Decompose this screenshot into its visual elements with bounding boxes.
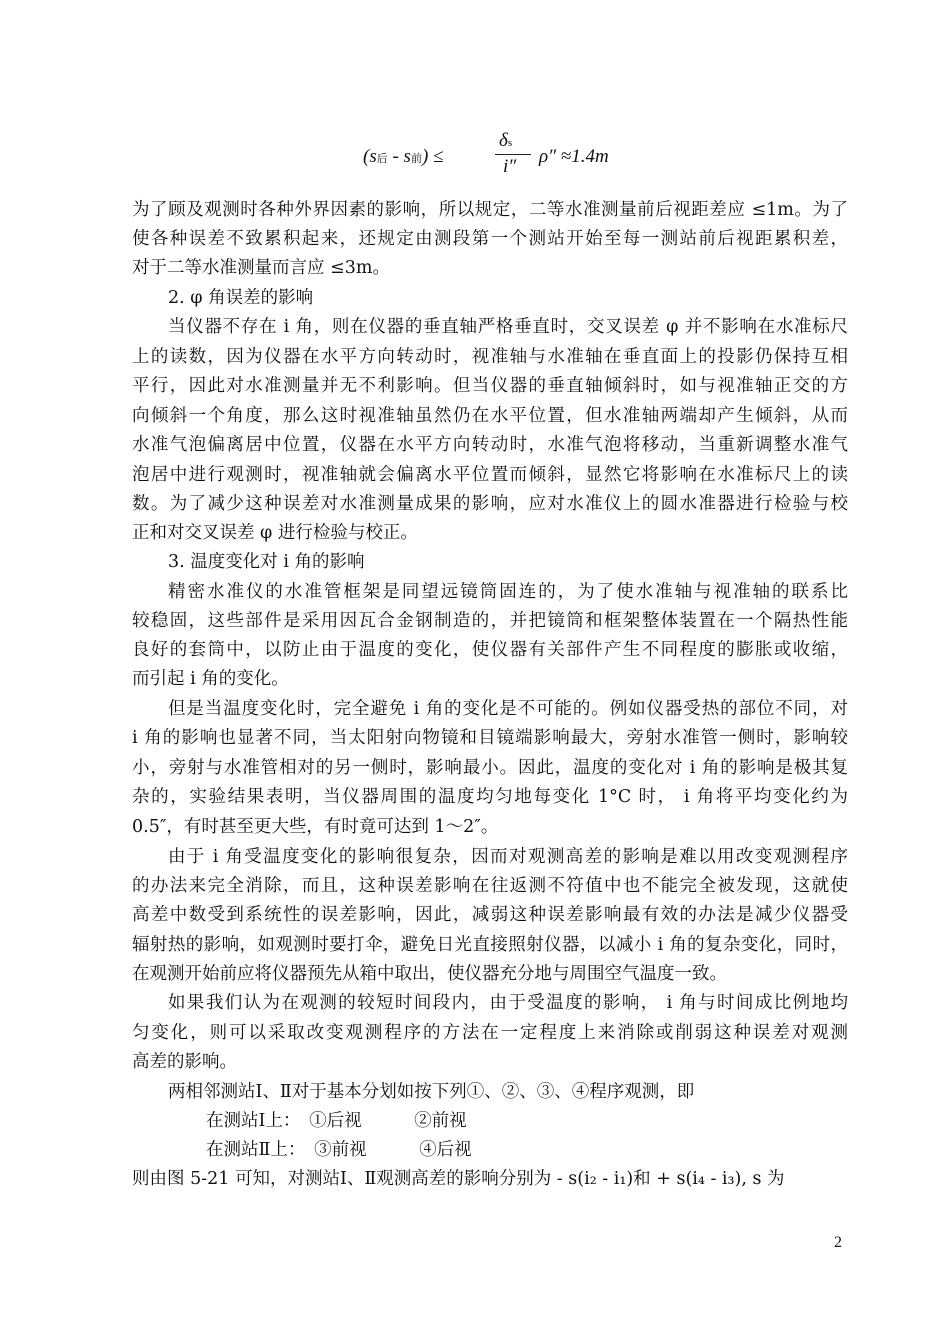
station-one-procedure: 在测站Ⅰ上： ①后视 ②前视	[206, 1111, 467, 1131]
text-line: 正和对交叉误差 φ 进行检验与校正。	[132, 523, 418, 543]
text-line: 则由图 5-21 可知，对测站Ⅰ、Ⅱ观测高差的影响分别为 - s(i₂ - i₁)和 + s(i₄ - i₃), s 为	[132, 1169, 785, 1189]
text-line: 高差的影响。	[132, 1052, 237, 1072]
text-line: 小，旁射与水准管相对的另一侧时，影响最小。因此，温度的变化对 i 角的影响是极其复	[132, 758, 848, 778]
text-line: 为了顾及观测时各种外界因素的影响，所以规定，二等水准测量前后视距差应 ≤1m。为了	[132, 200, 848, 220]
text-line: 杂的，实验结果表明，当仪器周围的温度均匀地每变化 1°C 时， i 角将平均变化约为	[132, 787, 848, 807]
viewing-distance-formula: (s后 - s前) ≤ δs i″ ρ″ ≈1.4m	[363, 130, 609, 177]
text-line: 泡居中进行观测时，视准轴就会偏离水平位置而倾斜，显然它将影响在水准标尺上的读	[132, 465, 848, 485]
text-line: 0.5″，有时甚至更大些，有时竟可达到 1～2″。	[132, 817, 499, 837]
formula-right: ρ″ ≈1.4m	[539, 146, 609, 167]
text-line: 两相邻测站Ⅰ、Ⅱ对于基本分划如按下列①、②、③、④程序观测，即	[168, 1082, 695, 1102]
text-line: 高差中数受到系统性的误差影响，因此，减弱这种误差影响最有效的办法是减少仪器受	[132, 905, 848, 925]
formula-left: (s后 - s前) ≤	[363, 146, 444, 167]
page-number: 2	[834, 1234, 842, 1251]
text-line: 辐射热的影响，如观测时要打伞，避免日光直接照射仪器，以减小 i 角的复杂变化，同时，	[132, 935, 848, 955]
text-line: 精密水准仪的水准管框架是同望远镜筒固连的，为了使水准轴与视准轴的联系比	[168, 582, 848, 602]
text-line: 上的读数，因为仪器在水平方向转动时，视准轴与水准轴在垂直面上的投影仍保持互相	[132, 347, 848, 367]
text-line: 使各种误差不致累积起来，还规定由测段第一个测站开始至每一测站前后视距累积差，	[132, 229, 848, 249]
text-line: 良好的套筒中，以防止由于温度的变化，使仪器有关部件产生不同程度的膨胀或收缩，	[132, 640, 848, 660]
section-heading: 3. 温度变化对 i 角的影响	[168, 552, 365, 572]
text-line: 较稳固，这些部件是采用因瓦合金钢制造的，并把镜筒和框架整体装置在一个隔热性能	[132, 611, 848, 631]
text-line: 但是当温度变化时，完全避免 i 角的变化是不可能的。例如仪器受热的部位不同，对	[168, 699, 848, 719]
text-line: 如果我们认为在观测的较短时间段内，由于受温度的影响， i 角与时间成比例地均	[168, 993, 848, 1013]
text-line: i 角的影响也显著不同，当太阳射向物镜和目镜端影响最大，旁射水准管一侧时，影响较	[132, 728, 848, 748]
text-line: 由于 i 角受温度变化的影响很复杂，因而对观测高差的影响是难以用改变观测程序	[168, 847, 848, 867]
text-line: 平行，因此对水准测量并无不利影响。但当仪器的垂直轴倾斜时，如与视准轴正交的方	[132, 376, 848, 396]
text-line: 当仪器不存在 i 角，则在仪器的垂直轴严格垂直时，交叉误差 φ 并不影响在水准标尺	[168, 317, 848, 337]
station-two-procedure: 在测站Ⅱ上： ③前视 ④后视	[206, 1140, 472, 1160]
text-line: 的办法来完全消除，而且，这种误差影响在往返测不符值中也不能完全被发现，这就使	[132, 876, 848, 896]
text-line: 在观测开始前应将仪器预先从箱中取出，使仪器充分地与周围空气温度一致。	[132, 964, 727, 984]
text-line: 对于二等水准测量而言应 ≤3m。	[132, 258, 390, 278]
text-line: 数。为了减少这种误差对水准测量成果的影响，应对水准仪上的圆水准器进行检验与校	[132, 494, 848, 514]
text-line: 水准气泡偏离居中位置，仪器在水平方向转动时，水准气泡将移动，当重新调整水准气	[132, 435, 848, 455]
text-line: 而引起 i 角的变化。	[132, 669, 289, 689]
text-line: 匀变化，则可以采取改变观测程序的方法在一定程度上来消除或削弱这种误差对观测	[132, 1023, 848, 1043]
section-heading: 2. φ 角误差的影响	[168, 288, 314, 308]
text-line: 向倾斜一个角度，那么这时视准轴虽然仍在水平位置，但水准轴两端却产生倾斜，从而	[132, 406, 848, 426]
